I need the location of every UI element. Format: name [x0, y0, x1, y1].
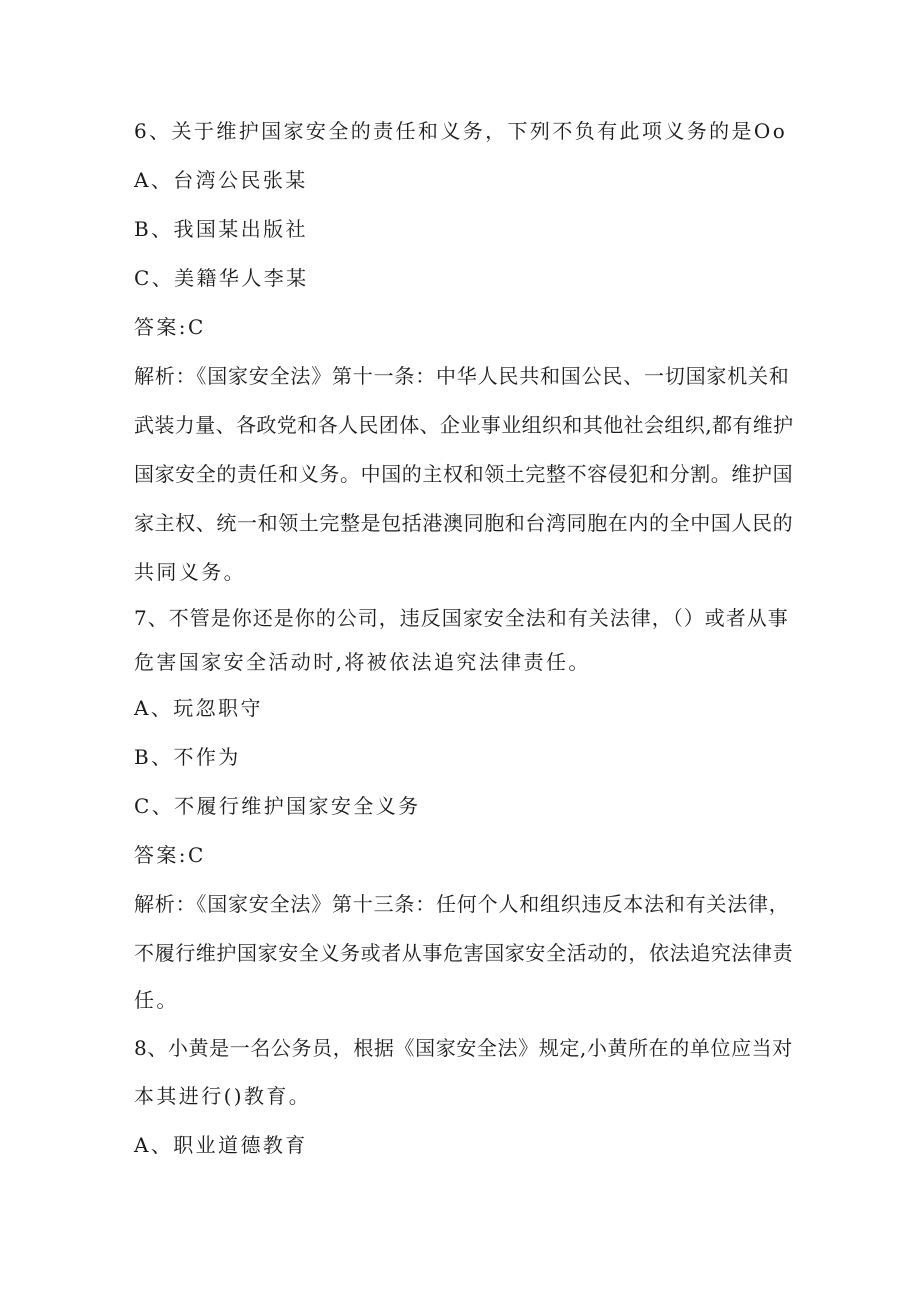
question-7-stem-line-1: 7、不管是你还是你的公司，违反国家安全法和有关法律，（）或者从事 — [134, 606, 789, 630]
question-6-explanation-line-3: 国家安全的责任和义务。中国的主权和领土完整不容侵犯和分割。维护国 — [134, 462, 794, 486]
question-6-stem: 6、关于维护国家安全的责任和义务，下列不负有此项义务的是Oo — [134, 119, 788, 143]
question-6-explanation-line-5: 共同义务。 — [134, 560, 246, 584]
question-8-stem-line-2: 本其进行()教育。 — [134, 1084, 312, 1108]
question-7-option-a: A、玩忽职守 — [134, 696, 263, 720]
question-7-explanation-line-2: 不履行维护国家安全义务或者从事危害国家安全活动的，依法追究法律责 — [134, 941, 794, 965]
question-6-option-b: B、我国某出版社 — [134, 217, 308, 241]
question-6-option-a: A、台湾公民张某 — [134, 168, 308, 192]
question-7-explanation-line-1: 解析：《国家安全法》第十三条：任何个人和组织违反本法和有关法律， — [134, 892, 790, 916]
question-6-explanation-line-4: 家主权、统一和领土完整是包括港澳同胞和台湾同胞在内的全中国人民的 — [134, 511, 794, 535]
question-7-option-b: B、不作为 — [134, 745, 241, 769]
question-7-stem-line-2: 危害国家安全活动时,将被依法追究法律责任。 — [134, 650, 591, 674]
question-8-option-a: A、职业道德教育 — [134, 1133, 308, 1157]
question-6-answer: 答案:C — [134, 315, 206, 339]
question-6-explanation-line-1: 解析：《国家安全法》第十一条：中华人民共和国公民、一切国家机关和 — [134, 364, 790, 388]
question-8-stem-line-1: 8、小黄是一名公务员，根据《国家安全法》规定,小黄所在的单位应当对 — [134, 1036, 793, 1060]
question-7-option-c: C、不履行维护国家安全义务 — [134, 794, 421, 818]
question-7-answer: 答案:C — [134, 843, 206, 867]
question-6-option-c: C、美籍华人李某 — [134, 266, 309, 290]
question-6-explanation-line-2: 武装力量、各政党和各人民团体、企业事业组织和其他社会组织,都有维护 — [134, 413, 794, 437]
question-7-explanation-line-3: 任。 — [134, 988, 179, 1012]
